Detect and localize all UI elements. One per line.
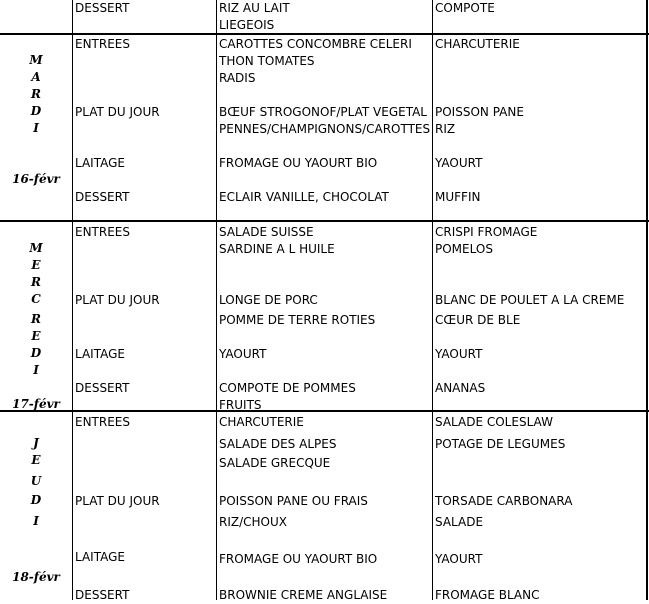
category-label: PLAT DU JOUR [75,105,160,119]
menu-option-b [435,104,524,138]
dish-line: MUFFIN [435,190,481,204]
column-divider [72,0,73,600]
category-label: ENTREES [75,225,131,239]
menu-option-a [219,380,356,414]
menu-option-b [435,551,482,568]
dish-line: SALADE [435,515,484,529]
menu-option-a [219,36,412,87]
menu-option-b [435,0,495,17]
category-label: DESSERT [75,588,130,602]
dish-line: PENNES/CHAMPIGNONS/CAROTTES [219,122,431,136]
day-letter: M [29,53,43,67]
day-letter: C [31,292,41,306]
day-letter: E [31,329,41,343]
menu-option-b [435,380,485,397]
dish-line: CHARCUTERIE [435,37,520,51]
menu-option-a [219,224,335,258]
day-separator [0,220,649,222]
dish-line: YAOURT [219,347,267,361]
category-label: LAITAGE [75,347,125,361]
day-letter: R [31,312,41,326]
category-label: DESSERT [75,190,130,204]
dish-line: POTAGE DE LEGUMES [435,437,566,451]
day-letter: I [33,514,39,528]
dish-line: YAOURT [435,552,483,566]
dish-line: BLANC DE POULET A LA CREME [435,293,625,307]
category-label: PLAT DU JOUR [75,494,160,508]
day-letter: E [31,258,41,272]
menu-option-b [435,155,482,172]
day-letter: D [30,104,42,118]
category-label: ENTREES [75,37,131,51]
menu-option-a [219,414,336,472]
dish-line: RIZ AU LAIT [219,1,290,15]
dish-line: RIZ [435,122,456,136]
day-date: 16-févr [12,172,60,186]
dish-line: COMPOTE [435,1,495,15]
menu-option-b [435,224,537,258]
column-divider [216,0,217,600]
menu-option-a [219,587,387,604]
dish-line: YAOURT [435,347,483,361]
dish-line: FROMAGE BLANC [435,588,540,602]
day-letter: A [31,70,41,84]
dish-line: YAOURT [435,156,483,170]
day-date: 17-févr [12,397,60,411]
dish-line: BŒUF STROGONOF/PLAT VEGETAL [219,105,427,119]
table-right-border [646,0,648,600]
dish-line: CRISPI FROMAGE [435,225,538,239]
day-letter: I [33,121,39,135]
column-divider [432,0,433,600]
menu-option-b [435,587,540,604]
dish-line: THON TOMATES [219,54,315,68]
day-letter: I [33,363,39,377]
category-label: DESSERT [75,381,130,395]
dish-line: SALADE COLESLAW [435,415,553,429]
dish-line: POMME DE TERRE ROTIES [219,313,376,327]
menu-option-a [219,155,377,172]
day-date: 18-févr [12,570,60,584]
dish-line: LIEGEOIS [219,18,275,32]
menu-option-b [435,493,572,531]
category-label: LAITAGE [75,550,125,564]
day-letter: R [31,87,41,101]
dish-line: FROMAGE OU YAOURT BIO [219,156,378,170]
menu-option-b [435,36,520,53]
menu-option-a [219,104,430,138]
dish-line: SALADE SUISSE [219,225,314,239]
dish-line: POISSON PANE OU FRAIS [219,494,368,508]
dish-line: SARDINE A L HUILE [219,242,335,256]
day-letter: D [30,346,42,360]
category-label: LAITAGE [75,156,125,170]
menu-option-a [219,551,377,568]
day-letter: E [31,453,41,467]
dish-line: RIZ/CHOUX [219,515,287,529]
category-label: DESSERT [75,1,130,15]
dish-line: POMELOS [435,242,493,256]
dish-line: RADIS [219,71,256,85]
menu-option-a [219,189,389,206]
dish-line: TORSADE CARBONARA [435,494,573,508]
dish-line: CAROTTES CONCOMBRE CELERI [219,37,412,51]
day-letter: R [31,275,41,289]
dish-line: FROMAGE OU YAOURT BIO [219,552,378,566]
dish-line: ANANAS [435,381,486,395]
menu-option-a [219,493,368,531]
day-letter: D [30,493,42,507]
category-label: PLAT DU JOUR [75,293,160,307]
dish-line: CHARCUTERIE [219,415,304,429]
day-letter: M [29,241,43,255]
dish-line: SALADE DES ALPES [219,437,337,451]
day-separator [0,33,649,35]
menu-option-a [219,346,266,363]
category-label: ENTREES [75,415,131,429]
day-letter: U [30,474,42,488]
dish-line: BROWNIE CREME ANGLAISE [219,588,388,602]
dish-line: ECLAIR VANILLE, CHOCOLAT [219,190,389,204]
dish-line: COMPOTE DE POMMES [219,381,356,395]
menu-option-b [435,414,565,453]
dish-line: LONGE DE PORC [219,293,318,307]
dish-line: CŒUR DE BLE [435,313,521,327]
dish-line: FRUITS [219,398,262,412]
dish-line: POISSON PANE [435,105,524,119]
menu-option-a [219,0,290,34]
dish-line: SALADE GRECQUE [219,456,331,470]
menu-option-b [435,292,624,329]
day-letter: J [33,436,39,450]
menu-option-b [435,346,482,363]
menu-option-b [435,189,480,206]
menu-option-a [219,292,375,329]
